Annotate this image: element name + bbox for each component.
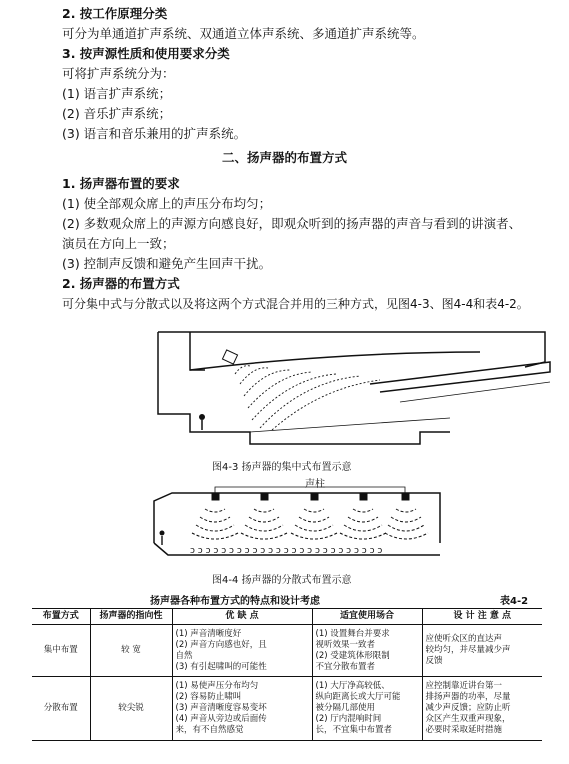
cell-line: 被分隔几部使用 (315, 703, 376, 713)
heading-by-source: 3. 按声源性质和使用要求分类 (62, 46, 230, 61)
cell-line: 纵向距离长或大厅可能 (315, 692, 401, 702)
table-title: 扬声器各种布置方式的特点和设计考虑 (150, 596, 320, 607)
list-item: (3) 语言和音乐兼用的扩声系统。 (62, 126, 247, 141)
cell-line: 排扬声器的功率，尽量 (425, 692, 511, 702)
table-header: 布置方式 (32, 609, 90, 625)
list-item: (2) 音乐扩声系统； (62, 106, 172, 121)
heading-by-principle: 2. 按工作原理分类 (62, 6, 168, 21)
cell-line: 视听效果一致者 (315, 639, 376, 650)
table-row (32, 677, 542, 741)
notes-cell (422, 677, 542, 741)
table-header: 设 计 注 意 点 (422, 609, 542, 625)
table-header-row (32, 609, 542, 625)
cell-line: (3) 有引起啸叫的可能性 (175, 661, 267, 672)
heading-layout: 2. 扬声器的布置方式 (62, 276, 180, 291)
cell-line: (1) 声音清晰度好 (175, 628, 242, 639)
paragraph: 可分集中式与分散式以及将这两个方式混合并用的三种方式，见图4-3、图4-4和表4-2。 (62, 297, 529, 311)
list-item: (2) 多数观众席上的声源方向感良好，即观众听到的扬声器的声音与看到的讲演者、 (62, 216, 522, 231)
cell-line: (2) 受建筑体形限制 (315, 650, 390, 661)
usage-cell (312, 677, 422, 741)
table-row (32, 625, 542, 677)
cell-line: 长，不宜集中布置者 (315, 725, 393, 735)
cell-line: 众区产生双重声现象， (425, 714, 511, 724)
cell-line: 减少声反馈；应防止听 (425, 703, 511, 713)
paragraph: 可将扩声系统分为： (62, 66, 175, 81)
cell-line: (1) 易使声压分布均匀 (175, 681, 259, 691)
speaker-column-label: 声柱 (305, 479, 325, 490)
table-header: 优 缺 点 (172, 609, 312, 625)
cell-line: (2) 厅内混响时间 (315, 714, 382, 724)
heading-requirements: 1. 扬声器布置的要求 (62, 176, 180, 191)
paragraph: 可分为单通道扩声系统、双通道立体声系统、多通道扩声系统等。 (62, 26, 425, 41)
svg-text:ᴐ ᴐ ᴐ ᴐ ᴐ ᴐ ᴐ ᴐ ᴐ ᴐ ᴐ ᴐ ᴐ ᴐ ᴐ: ᴐ ᴐ ᴐ ᴐ ᴐ ᴐ ᴐ ᴐ ᴐ ᴐ ᴐ ᴐ ᴐ ᴐ ᴐ ᴐ ᴐ ᴐ ᴐ ᴐ ᴐ ᴐ ᴐ ᴐ ᴐ (190, 546, 383, 556)
cell-line: (2) 声音方向感也好，且 (175, 639, 267, 650)
cell-line: 应使听众区的直达声 (425, 634, 503, 644)
list-item: (3) 控制声反馈和避免产生回声干扰。 (62, 256, 272, 271)
cell-line: 反馈 (425, 656, 443, 666)
cell-line: 不宜分散布置者 (315, 661, 376, 672)
table-number: 表4-2 (500, 596, 529, 607)
cell-line: (1) 设置舞台并要求 (315, 628, 390, 639)
section-title: 二、扬声器的布置方式 (222, 150, 348, 165)
cell-line: 必要时采取延时措施 (425, 725, 503, 735)
usage-cell (312, 625, 422, 677)
pros-cell (172, 625, 312, 677)
layout-table (32, 608, 542, 741)
figure-4-3-diagram (150, 322, 569, 447)
cell-line: 较均匀，并尽量减少声 (425, 645, 511, 655)
cell-line: 自然 (175, 650, 193, 661)
mode-cell: 分散布置 (32, 677, 90, 741)
figure-4-4-caption: 图4-4 扬声器的分散式布置示意 (212, 575, 352, 586)
list-item: (1) 语言扩声系统； (62, 86, 172, 101)
notes-cell (422, 625, 542, 677)
table-header: 扬声器的指向性 (90, 609, 172, 625)
directivity-cell: 较 宽 (90, 625, 172, 677)
paragraph: 演员在方向上一致； (62, 236, 175, 251)
cell-line: (2) 容易防止啸叫 (175, 692, 242, 702)
cell-line: 来，有不自然感觉 (175, 725, 244, 735)
figure-4-3-caption: 图4-3 扬声器的集中式布置示意 (212, 462, 352, 473)
pros-cell (172, 677, 312, 741)
cell-line: (4) 声音从旁边或后面传 (175, 714, 267, 724)
list-item: (1) 使全部观众席上的声压分布均匀； (62, 196, 272, 211)
mode-cell: 集中布置 (32, 625, 90, 677)
directivity-cell: 较尖锐 (90, 677, 172, 741)
table-header: 适宜使用场合 (312, 609, 422, 625)
cell-line: 应控制靠近讲台第一 (425, 681, 503, 691)
cell-line: (1) 大厅净高较低、 (315, 681, 390, 691)
cell-line: (3) 声音清晰度容易变坏 (175, 703, 267, 713)
